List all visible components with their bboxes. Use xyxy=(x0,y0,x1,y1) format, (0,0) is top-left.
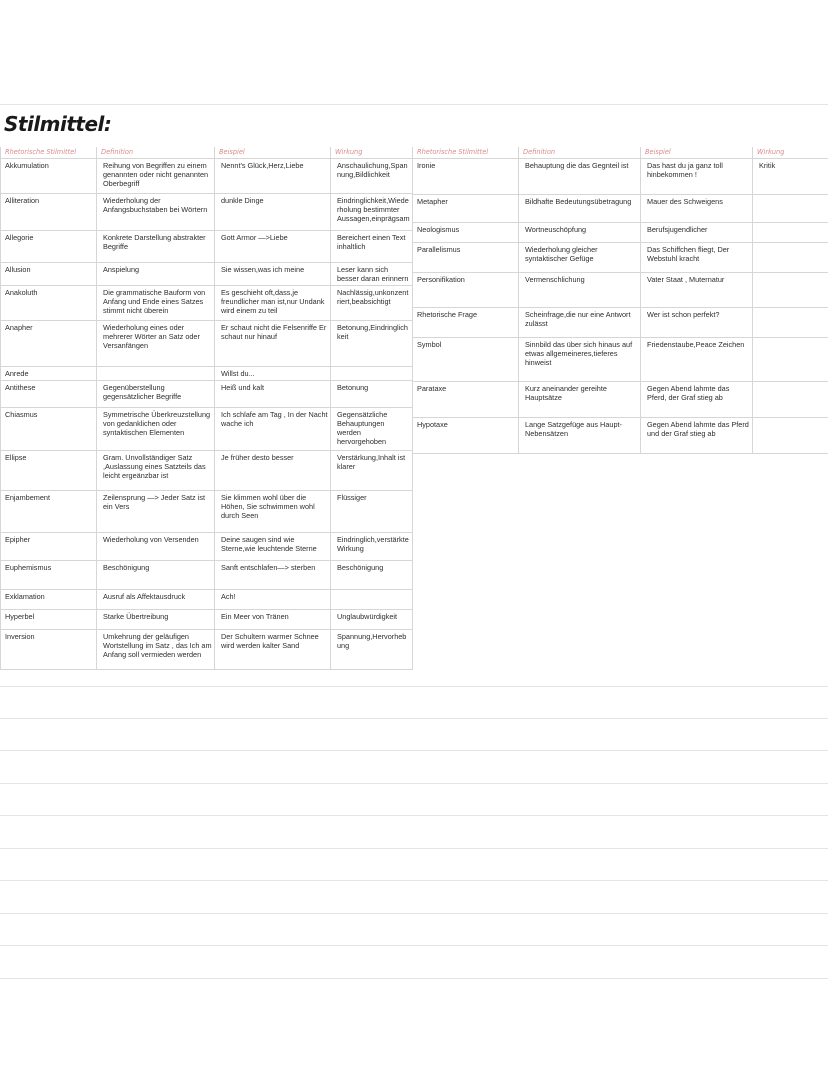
definition-cell: Lange Satzgefüge aus Haupt-Nebensätzen xyxy=(519,418,641,454)
definition-cell: Die grammatische Bauform von Anfang und Ende eines Satzes stimmt nicht überein xyxy=(97,286,215,321)
table-row xyxy=(1,286,413,321)
definition-cell: Konkrete Darstellung abstrakter Begriffe xyxy=(97,231,215,263)
example-cell: Der Schultern warmer Schnee wird werden kalter Sand xyxy=(215,630,331,670)
term-cell: Parataxe xyxy=(413,382,519,418)
table-row xyxy=(413,243,828,273)
example-cell: Er schaut nicht die Felsenriffe Er schaut nur hinauf xyxy=(215,321,331,367)
ruled-line xyxy=(0,880,828,881)
example-cell: Friedenstaube,Peace Zeichen xyxy=(641,338,753,382)
definition-cell xyxy=(97,367,215,381)
table-header-row xyxy=(413,147,828,159)
term-cell: Alliteration xyxy=(1,194,97,231)
ruled-line xyxy=(0,978,828,979)
example-cell: Gott Armor —>Liebe xyxy=(215,231,331,263)
definition-cell: Scheinfrage,die nur eine Antwort zulässt xyxy=(519,308,641,338)
table-row xyxy=(1,321,413,367)
table-row xyxy=(1,491,413,533)
term-cell: Euphemismus xyxy=(1,561,97,590)
definition-cell: Reihung von Begriffen zu einem genannten oder nicht genannten Oberbegriff xyxy=(97,159,215,194)
column-header-example: Beispiel xyxy=(215,147,331,159)
definition-cell: Ausruf als Affektausdruck xyxy=(97,590,215,610)
example-cell: Ich schlafe am Tag , In der Nacht wache ich xyxy=(215,408,331,451)
ruled-line xyxy=(0,686,828,687)
effect-cell: Leser kann sich besser daran erinnern xyxy=(331,263,413,286)
table-row xyxy=(1,381,413,408)
example-cell: Das Schiffchen fliegt, Der Webstuhl kracht xyxy=(641,243,753,273)
example-cell: Das hast du ja ganz toll hinbekommen ! xyxy=(641,159,753,195)
example-cell: Vater Staat , Muternatur xyxy=(641,273,753,308)
definition-cell: Beschönigung xyxy=(97,561,215,590)
table-row xyxy=(413,308,828,338)
definition-cell: Umkehrung der geläufigen Wortstellung im Satz , das Ich am Anfang soll vermieden werden xyxy=(97,630,215,670)
term-cell: Allusion xyxy=(1,263,97,286)
definition-cell: Kurz aneinander gereihte Hauptsätze xyxy=(519,382,641,418)
table-row xyxy=(413,338,828,382)
term-cell: Enjambement xyxy=(1,491,97,533)
effect-cell xyxy=(331,590,413,610)
effect-cell: Beschönigung xyxy=(331,561,413,590)
table-row xyxy=(413,273,828,308)
example-cell: Heiß und kalt xyxy=(215,381,331,408)
stilmittel-table-left xyxy=(0,147,413,670)
page-title: Stilmittel: xyxy=(4,112,112,136)
effect-cell: Spannung,Hervorhebung xyxy=(331,630,413,670)
table-row xyxy=(1,159,413,194)
effect-cell xyxy=(753,308,828,338)
term-cell: Parallelismus xyxy=(413,243,519,273)
example-cell: Gegen Abend lahmte das Pferd, der Graf stieg ab xyxy=(641,382,753,418)
effect-cell xyxy=(331,367,413,381)
example-cell: Ach! xyxy=(215,590,331,610)
ruled-line xyxy=(0,848,828,849)
definition-cell: Anspielung xyxy=(97,263,215,286)
table-row xyxy=(1,263,413,286)
table-header-row xyxy=(1,147,413,159)
ruled-line xyxy=(0,718,828,719)
definition-cell: Wiederholung der Anfangsbuchstaben bei Wörtern xyxy=(97,194,215,231)
column-header-definition: Definition xyxy=(97,147,215,159)
ruled-line xyxy=(0,913,828,914)
example-cell: Sie wissen,was ich meine xyxy=(215,263,331,286)
effect-cell: Unglaubwürdigkeit xyxy=(331,610,413,630)
term-cell: Akkumulation xyxy=(1,159,97,194)
column-header-effect: Wirkung xyxy=(753,147,828,159)
column-header-effect: Wirkung xyxy=(331,147,413,159)
column-header-term: Rhetorische Stilmittel xyxy=(1,147,97,159)
example-cell: Mauer des Schweigens xyxy=(641,195,753,223)
example-cell: dunkle Dinge xyxy=(215,194,331,231)
table-row xyxy=(1,561,413,590)
stilmittel-table-right xyxy=(412,147,828,454)
effect-cell: Eindringlichkeit,Wiederholung bestimmter Aussagen,einprägsam xyxy=(331,194,413,231)
effect-cell xyxy=(753,338,828,382)
ruled-line xyxy=(0,945,828,946)
table-row xyxy=(1,630,413,670)
definition-cell: Wiederholung von Versenden xyxy=(97,533,215,561)
effect-cell: Bereichert einen Text inhaltlich xyxy=(331,231,413,263)
effect-cell xyxy=(753,273,828,308)
table-row xyxy=(1,590,413,610)
term-cell: Exklamation xyxy=(1,590,97,610)
example-cell: Willst du... xyxy=(215,367,331,381)
effect-cell: Eindringlich,verstärkte Wirkung xyxy=(331,533,413,561)
example-cell: Gegen Abend lahmte das Pferd und der Graf stieg ab xyxy=(641,418,753,454)
definition-cell: Starke Übertreibung xyxy=(97,610,215,630)
table-row xyxy=(413,159,828,195)
effect-cell: Kritik xyxy=(753,159,828,195)
table-row xyxy=(1,231,413,263)
table-row xyxy=(413,195,828,223)
example-cell: Sanft entschlafen—> sterben xyxy=(215,561,331,590)
term-cell: Anapher xyxy=(1,321,97,367)
table-row xyxy=(1,194,413,231)
definition-cell: Vermenschlichung xyxy=(519,273,641,308)
definition-cell: Gegenüberstellung gegensätzlicher Begriffe xyxy=(97,381,215,408)
effect-cell: Anschaulichung,Spannung,Bildlichkeit xyxy=(331,159,413,194)
table-row xyxy=(1,451,413,491)
column-header-term: Rhetorische Stilmittel xyxy=(413,147,519,159)
effect-cell xyxy=(753,243,828,273)
effect-cell: Betonung,Eindringlichkeit xyxy=(331,321,413,367)
example-cell: Berufsjugendlicher xyxy=(641,223,753,243)
example-cell: Wer ist schon perfekt? xyxy=(641,308,753,338)
effect-cell: Verstärkung,Inhalt ist klarer xyxy=(331,451,413,491)
definition-cell: Wiederholung eines oder mehrerer Wörter an Satz oder Versanfängen xyxy=(97,321,215,367)
effect-cell xyxy=(753,382,828,418)
term-cell: Neologismus xyxy=(413,223,519,243)
effect-cell: Flüssiger xyxy=(331,491,413,533)
column-header-definition: Definition xyxy=(519,147,641,159)
example-cell: Je früher desto besser xyxy=(215,451,331,491)
effect-cell: Nachlässig,unkonzentriert,beabsichtigt xyxy=(331,286,413,321)
term-cell: Hypotaxe xyxy=(413,418,519,454)
effect-cell: Betonung xyxy=(331,381,413,408)
effect-cell xyxy=(753,223,828,243)
definition-cell: Behauptung die das Gegnteil ist xyxy=(519,159,641,195)
table-row xyxy=(1,533,413,561)
term-cell: Ironie xyxy=(413,159,519,195)
term-cell: Ellipse xyxy=(1,451,97,491)
effect-cell: Gegensätzliche Behauptungen werden hervorgehoben xyxy=(331,408,413,451)
effect-cell xyxy=(753,418,828,454)
ruled-line xyxy=(0,815,828,816)
term-cell: Anrede xyxy=(1,367,97,381)
definition-cell: Gram. Unvollständiger Satz ,Auslassung eines Satzteils das leicht ergeänzbar ist xyxy=(97,451,215,491)
table-row xyxy=(413,382,828,418)
table-row xyxy=(413,223,828,243)
definition-cell: Wiederholung gleicher syntaktischer Gefüge xyxy=(519,243,641,273)
effect-cell xyxy=(753,195,828,223)
example-cell: Deine saugen sind wie Sterne,wie leuchtende Sterne xyxy=(215,533,331,561)
definition-cell: Bildhafte Bedeutungsübetragung xyxy=(519,195,641,223)
example-cell: Sie klimmen wohl über die Höhen, Sie schwimmen wohl durch Seen xyxy=(215,491,331,533)
term-cell: Inversion xyxy=(1,630,97,670)
term-cell: Epipher xyxy=(1,533,97,561)
table-row xyxy=(413,418,828,454)
term-cell: Anakoluth xyxy=(1,286,97,321)
ruled-line xyxy=(0,750,828,751)
term-cell: Metapher xyxy=(413,195,519,223)
term-cell: Chiasmus xyxy=(1,408,97,451)
term-cell: Personifikation xyxy=(413,273,519,308)
example-cell: Ein Meer von Tränen xyxy=(215,610,331,630)
ruled-line xyxy=(0,104,828,105)
table-row xyxy=(1,610,413,630)
table-row xyxy=(1,367,413,381)
definition-cell: Symmetrische Überkreuzstellung von gedanklichen oder syntaktischen Elementen xyxy=(97,408,215,451)
example-cell: Es geschieht oft,dass,je freundlicher man ist,nur Undank wird einem zu teil xyxy=(215,286,331,321)
example-cell: Nennt's Glück,Herz,Liebe xyxy=(215,159,331,194)
definition-cell: Wortneuschöpfung xyxy=(519,223,641,243)
term-cell: Hyperbel xyxy=(1,610,97,630)
table-row xyxy=(1,408,413,451)
term-cell: Allegorie xyxy=(1,231,97,263)
definition-cell: Sinnbild das über sich hinaus auf etwas allgemeineres,tieferes hinweist xyxy=(519,338,641,382)
term-cell: Rhetorische Frage xyxy=(413,308,519,338)
ruled-line xyxy=(0,783,828,784)
term-cell: Symbol xyxy=(413,338,519,382)
definition-cell: Zeilensprung —> Jeder Satz ist ein Vers xyxy=(97,491,215,533)
term-cell: Antithese xyxy=(1,381,97,408)
column-header-example: Beispiel xyxy=(641,147,753,159)
